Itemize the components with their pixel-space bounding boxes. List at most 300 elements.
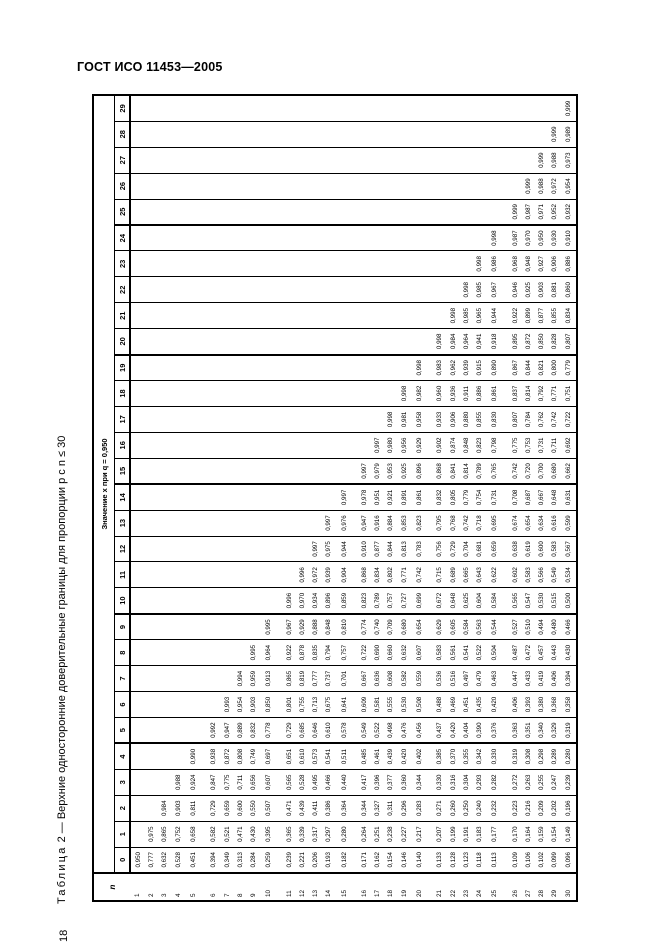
table-cell <box>185 666 208 692</box>
table-cell <box>296 303 309 329</box>
table-cell <box>171 406 184 432</box>
table-cell <box>171 277 184 303</box>
table-cell: 0,855 <box>473 406 486 432</box>
table-cell <box>220 562 233 588</box>
table-cell <box>207 303 220 329</box>
table-cell <box>371 95 384 121</box>
table-cell: 0,534 <box>562 562 577 588</box>
table-cell: 0,634 <box>535 510 548 536</box>
table-cell <box>171 614 184 640</box>
table-cell: 0,865 <box>283 666 296 692</box>
table-cell <box>171 380 184 406</box>
table-cell <box>220 303 233 329</box>
table-cell: 0,549 <box>548 562 561 588</box>
table-cell: 0,984 <box>158 795 171 821</box>
table-cell: 0,658 <box>185 821 208 847</box>
table-cell: 0,995 <box>260 614 283 640</box>
table-cell <box>234 588 247 614</box>
table-cell <box>158 406 171 432</box>
table-row <box>335 95 358 901</box>
table-cell <box>158 588 171 614</box>
table-cell: 0,495 <box>309 769 322 795</box>
row-n-label: 2 <box>145 873 158 901</box>
table-cell <box>207 692 220 718</box>
table-cell <box>145 432 158 458</box>
table-cell <box>371 173 384 199</box>
table-cell: 0,731 <box>535 432 548 458</box>
row-n-label: 3 <box>158 873 171 901</box>
row-n-label: 8 <box>234 873 247 901</box>
row-n-label: 24 <box>473 873 486 901</box>
table-cell: 0,271 <box>433 795 446 821</box>
table-cell: 0,701 <box>335 666 358 692</box>
table-row <box>234 95 247 901</box>
table-cell: 0,859 <box>335 588 358 614</box>
table-cell: 0,756 <box>433 536 446 562</box>
table-cell: 0,996 <box>296 562 309 588</box>
table-cell: 0,998 <box>460 277 473 303</box>
table-cell <box>260 225 283 251</box>
table-cell <box>145 614 158 640</box>
table-cell <box>185 536 208 562</box>
table-cell: 0,855 <box>548 303 561 329</box>
table-cell: 0,494 <box>535 614 548 640</box>
table-cell <box>433 173 446 199</box>
table-cell <box>130 458 145 484</box>
table-cell <box>522 121 535 147</box>
table-cell: 0,973 <box>562 147 577 173</box>
table-cell <box>296 277 309 303</box>
table-cell: 0,916 <box>371 510 384 536</box>
table-cell <box>247 588 260 614</box>
table-cell <box>260 588 283 614</box>
table-cell <box>130 277 145 303</box>
table-cell: 0,631 <box>562 484 577 510</box>
table-cell: 0,832 <box>247 717 260 743</box>
table-cell <box>384 251 397 277</box>
table-cell: 0,933 <box>433 406 446 432</box>
table-cell <box>130 406 145 432</box>
table-cell: 0,377 <box>384 769 397 795</box>
table-cell <box>322 329 335 355</box>
table-cell: 0,729 <box>207 795 220 821</box>
row-n-label: 14 <box>322 873 335 901</box>
table-cell: 0,704 <box>460 536 473 562</box>
table-cell: 0,316 <box>447 769 460 795</box>
table-cell <box>130 795 145 821</box>
column-header-x-10: 10 <box>115 588 131 614</box>
table-cell <box>220 147 233 173</box>
table-cell: 0,968 <box>509 251 522 277</box>
table-cell: 0,695 <box>486 510 509 536</box>
table-cell: 0,648 <box>548 484 561 510</box>
table-cell: 0,823 <box>411 510 434 536</box>
table-cell <box>309 432 322 458</box>
table-cell: 0,872 <box>220 743 233 769</box>
table-cell: 0,488 <box>433 692 446 718</box>
table-cell <box>145 199 158 225</box>
table-cell: 0,578 <box>335 717 358 743</box>
table-cell <box>473 121 486 147</box>
table-cell: 0,962 <box>447 355 460 381</box>
table-cell <box>296 95 309 121</box>
row-n-label: 28 <box>535 873 548 901</box>
table-cell <box>260 406 283 432</box>
table-cell: 0,718 <box>473 510 486 536</box>
table-cell: 0,319 <box>509 743 522 769</box>
table-cell <box>247 432 260 458</box>
table-cell: 0,330 <box>486 743 509 769</box>
table-cell <box>335 121 358 147</box>
row-n-label: 9 <box>247 873 260 901</box>
table-cell: 0,995 <box>247 640 260 666</box>
row-n-label: 26 <box>509 873 522 901</box>
table-cell <box>145 510 158 536</box>
table-cell <box>130 666 145 692</box>
table-cell: 0,848 <box>460 432 473 458</box>
table-cell: 0,549 <box>358 717 371 743</box>
table-cell: 0,563 <box>473 614 486 640</box>
table-cell <box>296 147 309 173</box>
table-cell: 0,396 <box>371 769 384 795</box>
table-cell <box>433 121 446 147</box>
table-cell: 0,997 <box>322 510 335 536</box>
table-cell <box>473 95 486 121</box>
table-cell <box>130 614 145 640</box>
table-cell <box>130 821 145 847</box>
table-cell: 0,319 <box>562 717 577 743</box>
table-cell <box>207 458 220 484</box>
table-cell <box>207 277 220 303</box>
table-cell: 0,610 <box>322 717 335 743</box>
table-cell <box>171 432 184 458</box>
table-cell <box>398 225 411 251</box>
table-cell: 0,877 <box>535 303 548 329</box>
table-cell <box>220 173 233 199</box>
table-body <box>130 95 577 901</box>
table-cell <box>384 225 397 251</box>
table-cell: 0,430 <box>562 640 577 666</box>
table-cell <box>207 562 220 588</box>
table-cell <box>234 95 247 121</box>
table-cell: 0,461 <box>371 743 384 769</box>
table-cell: 0,850 <box>535 329 548 355</box>
table-row <box>460 95 473 901</box>
table-cell: 0,164 <box>522 821 535 847</box>
table-cell: 0,508 <box>411 692 434 718</box>
table-cell: 0,860 <box>562 277 577 303</box>
table-cell: 0,970 <box>522 225 535 251</box>
table-cell: 0,680 <box>548 458 561 484</box>
table-cell <box>447 251 460 277</box>
column-header-x-19: 19 <box>115 355 131 381</box>
table-cell: 0,602 <box>509 562 522 588</box>
table-cell: 0,999 <box>548 121 561 147</box>
table-cell <box>296 406 309 432</box>
table-cell <box>447 95 460 121</box>
table-cell <box>283 225 296 251</box>
table-cell <box>158 717 171 743</box>
table-cell: 0,146 <box>400 852 408 868</box>
table-cell <box>130 121 145 147</box>
table-cell <box>130 199 145 225</box>
table-cell <box>185 173 208 199</box>
table-cell <box>158 329 171 355</box>
table-cell <box>185 614 208 640</box>
table-cell <box>358 355 371 381</box>
table-cell: 0,443 <box>548 640 561 666</box>
table-cell: 0,971 <box>535 199 548 225</box>
table-cell: 0,368 <box>548 692 561 718</box>
table-cell <box>207 666 220 692</box>
table-cell: 0,983 <box>433 355 446 381</box>
table-cell: 0,584 <box>460 614 473 640</box>
table-cell <box>335 199 358 225</box>
table-cell: 0,206 <box>312 852 320 868</box>
table-cell <box>185 380 208 406</box>
table-cell: 0,800 <box>548 355 561 381</box>
table-cell <box>335 380 358 406</box>
table-cell: 0,884 <box>384 510 397 536</box>
table-cell <box>158 303 171 329</box>
table-cell <box>207 406 220 432</box>
table-cell <box>335 458 358 484</box>
table-cell <box>247 329 260 355</box>
table-cell: 0,440 <box>335 769 358 795</box>
table-cell: 0,466 <box>322 769 335 795</box>
table-cell <box>207 484 220 510</box>
table-cell: 0,170 <box>509 821 522 847</box>
column-header-x-23: 23 <box>115 251 131 277</box>
table-cell: 0,834 <box>371 562 384 588</box>
table-cell: 0,700 <box>535 458 548 484</box>
table-cell: 0,999 <box>535 147 548 173</box>
table-cell: 0,583 <box>433 640 446 666</box>
column-header-x-0: 0 <box>115 847 131 873</box>
table-cell: 0,874 <box>447 432 460 458</box>
table-cell: 0,775 <box>220 769 233 795</box>
table-row <box>309 95 322 901</box>
table-cell: 0,420 <box>486 692 509 718</box>
table-cell: 0,648 <box>447 588 460 614</box>
table-cell <box>433 199 446 225</box>
table-cell <box>398 277 411 303</box>
table-cell <box>322 199 335 225</box>
table-cell: 0,289 <box>548 743 561 769</box>
table-cell <box>171 588 184 614</box>
table-cell <box>358 225 371 251</box>
table-cell <box>171 692 184 718</box>
table-cell: 0,729 <box>283 717 296 743</box>
table-cell: 0,656 <box>247 769 260 795</box>
table-cell: 0,497 <box>460 666 473 692</box>
table-cell: 0,479 <box>473 666 486 692</box>
table-cell: 0,239 <box>562 769 577 795</box>
table-cell: 0,996 <box>283 588 296 614</box>
table-row <box>433 95 446 901</box>
table-cell <box>247 562 260 588</box>
table-cell: 0,867 <box>509 355 522 381</box>
table-cell: 0,528 <box>174 852 182 868</box>
table-cell: 0,296 <box>398 795 411 821</box>
table-cell: 0,662 <box>562 458 577 484</box>
table-cell: 0,944 <box>335 536 358 562</box>
table-cell: 0,308 <box>522 743 535 769</box>
table-cell <box>145 640 158 666</box>
table-cell <box>234 121 247 147</box>
table-cell: 0,986 <box>486 251 509 277</box>
table-cell <box>145 666 158 692</box>
table-cell <box>473 173 486 199</box>
table-cell <box>185 121 208 147</box>
table-cell <box>309 303 322 329</box>
table-cell: 0,674 <box>509 510 522 536</box>
table-cell <box>207 588 220 614</box>
table-cell <box>247 355 260 381</box>
table-cell: 0,472 <box>522 640 535 666</box>
table-cell: 0,561 <box>447 640 460 666</box>
table-cell: 0,834 <box>562 303 577 329</box>
table-cell <box>185 199 208 225</box>
table-cell <box>171 640 184 666</box>
table-cell: 0,811 <box>185 795 208 821</box>
table-cell <box>398 251 411 277</box>
table-cell <box>158 199 171 225</box>
table-cell: 0,868 <box>433 458 446 484</box>
table-cell <box>371 199 384 225</box>
table-cell <box>220 432 233 458</box>
caption-label: Таблица <box>56 845 68 904</box>
table-cell: 0,283 <box>411 795 434 821</box>
table-cell: 0,528 <box>296 769 309 795</box>
table-cell: 0,567 <box>562 536 577 562</box>
table-cell: 0,819 <box>296 666 309 692</box>
table-cell: 0,457 <box>535 640 548 666</box>
table-cell <box>371 225 384 251</box>
table-cell: 0,541 <box>460 640 473 666</box>
table-cell <box>171 95 184 121</box>
table-cell <box>371 355 384 381</box>
table-cell: 0,783 <box>411 536 434 562</box>
table-cell: 0,959 <box>247 666 260 692</box>
table-cell <box>260 329 283 355</box>
table-cell: 0,890 <box>486 355 509 381</box>
table-cell: 0,939 <box>322 562 335 588</box>
row-n-label: 10 <box>260 873 283 901</box>
column-group-title: Значение x при q = 0,950 <box>93 95 115 873</box>
table-cell: 0,622 <box>486 562 509 588</box>
table-cell <box>207 510 220 536</box>
table-cell: 0,988 <box>548 147 561 173</box>
table-cell <box>145 743 158 769</box>
table-cell: 0,771 <box>398 562 411 588</box>
table-cell <box>447 173 460 199</box>
table-cell <box>260 355 283 381</box>
table-cell <box>309 95 322 121</box>
table-cell: 0,411 <box>309 795 322 821</box>
table-cell: 0,667 <box>535 484 548 510</box>
column-header-x-8: 8 <box>115 640 131 666</box>
table-cell: 0,109 <box>511 852 519 868</box>
table-cell <box>247 510 260 536</box>
table-cell: 0,317 <box>309 821 322 847</box>
table-cell: 0,638 <box>509 536 522 562</box>
table-cell: 0,868 <box>358 562 371 588</box>
table-cell <box>145 458 158 484</box>
table-cell: 0,646 <box>309 717 322 743</box>
table-cell <box>309 329 322 355</box>
table-cell: 0,177 <box>486 821 509 847</box>
table-cell <box>247 95 260 121</box>
table-cell <box>309 484 322 510</box>
table-cell <box>460 173 473 199</box>
table-cell <box>185 251 208 277</box>
table-cell: 0,921 <box>384 484 397 510</box>
table-cell <box>447 199 460 225</box>
table-cell <box>130 769 145 795</box>
table-row <box>220 95 233 901</box>
table-cell: 0,583 <box>548 536 561 562</box>
table-cell <box>130 147 145 173</box>
table-row <box>371 95 384 901</box>
table-cell: 0,807 <box>562 329 577 355</box>
table-cell: 0,430 <box>247 821 260 847</box>
table-cell <box>145 406 158 432</box>
table-cell <box>220 484 233 510</box>
table-cell <box>283 484 296 510</box>
table-cell: 0,830 <box>486 406 509 432</box>
table-cell <box>130 510 145 536</box>
table-cell <box>460 225 473 251</box>
row-n-label: 11 <box>283 873 296 901</box>
table-cell: 0,420 <box>398 743 411 769</box>
table-cell <box>158 743 171 769</box>
table-cell <box>158 510 171 536</box>
table-cell: 0,608 <box>384 666 397 692</box>
table-cell: 0,998 <box>486 225 509 251</box>
table-cell <box>171 484 184 510</box>
table-cell <box>486 95 509 121</box>
table-cell <box>130 717 145 743</box>
table-cell <box>130 692 145 718</box>
table-cell <box>309 277 322 303</box>
table-cell: 0,339 <box>296 821 309 847</box>
table-cell <box>247 147 260 173</box>
table-cell: 0,821 <box>535 355 548 381</box>
table-cell <box>473 147 486 173</box>
table-cell: 0,471 <box>234 821 247 847</box>
table-cell <box>398 95 411 121</box>
table-cell: 0,778 <box>260 717 283 743</box>
table-cell: 0,823 <box>473 432 486 458</box>
table-cell: 0,808 <box>234 743 247 769</box>
table-cell <box>130 536 145 562</box>
table-cell: 0,217 <box>411 821 434 847</box>
table-cell: 0,993 <box>220 692 233 718</box>
table-cell: 0,768 <box>447 510 460 536</box>
table-cell <box>322 406 335 432</box>
table-cell: 0,659 <box>486 536 509 562</box>
table-cell <box>234 406 247 432</box>
table-cell: 0,632 <box>398 640 411 666</box>
table-row <box>486 95 509 901</box>
table-cell <box>335 406 358 432</box>
table-cell: 0,742 <box>548 406 561 432</box>
table-cell: 0,284 <box>249 852 257 868</box>
table-cell: 0,802 <box>384 562 397 588</box>
row-n-label: 25 <box>486 873 509 901</box>
table-cell <box>145 380 158 406</box>
